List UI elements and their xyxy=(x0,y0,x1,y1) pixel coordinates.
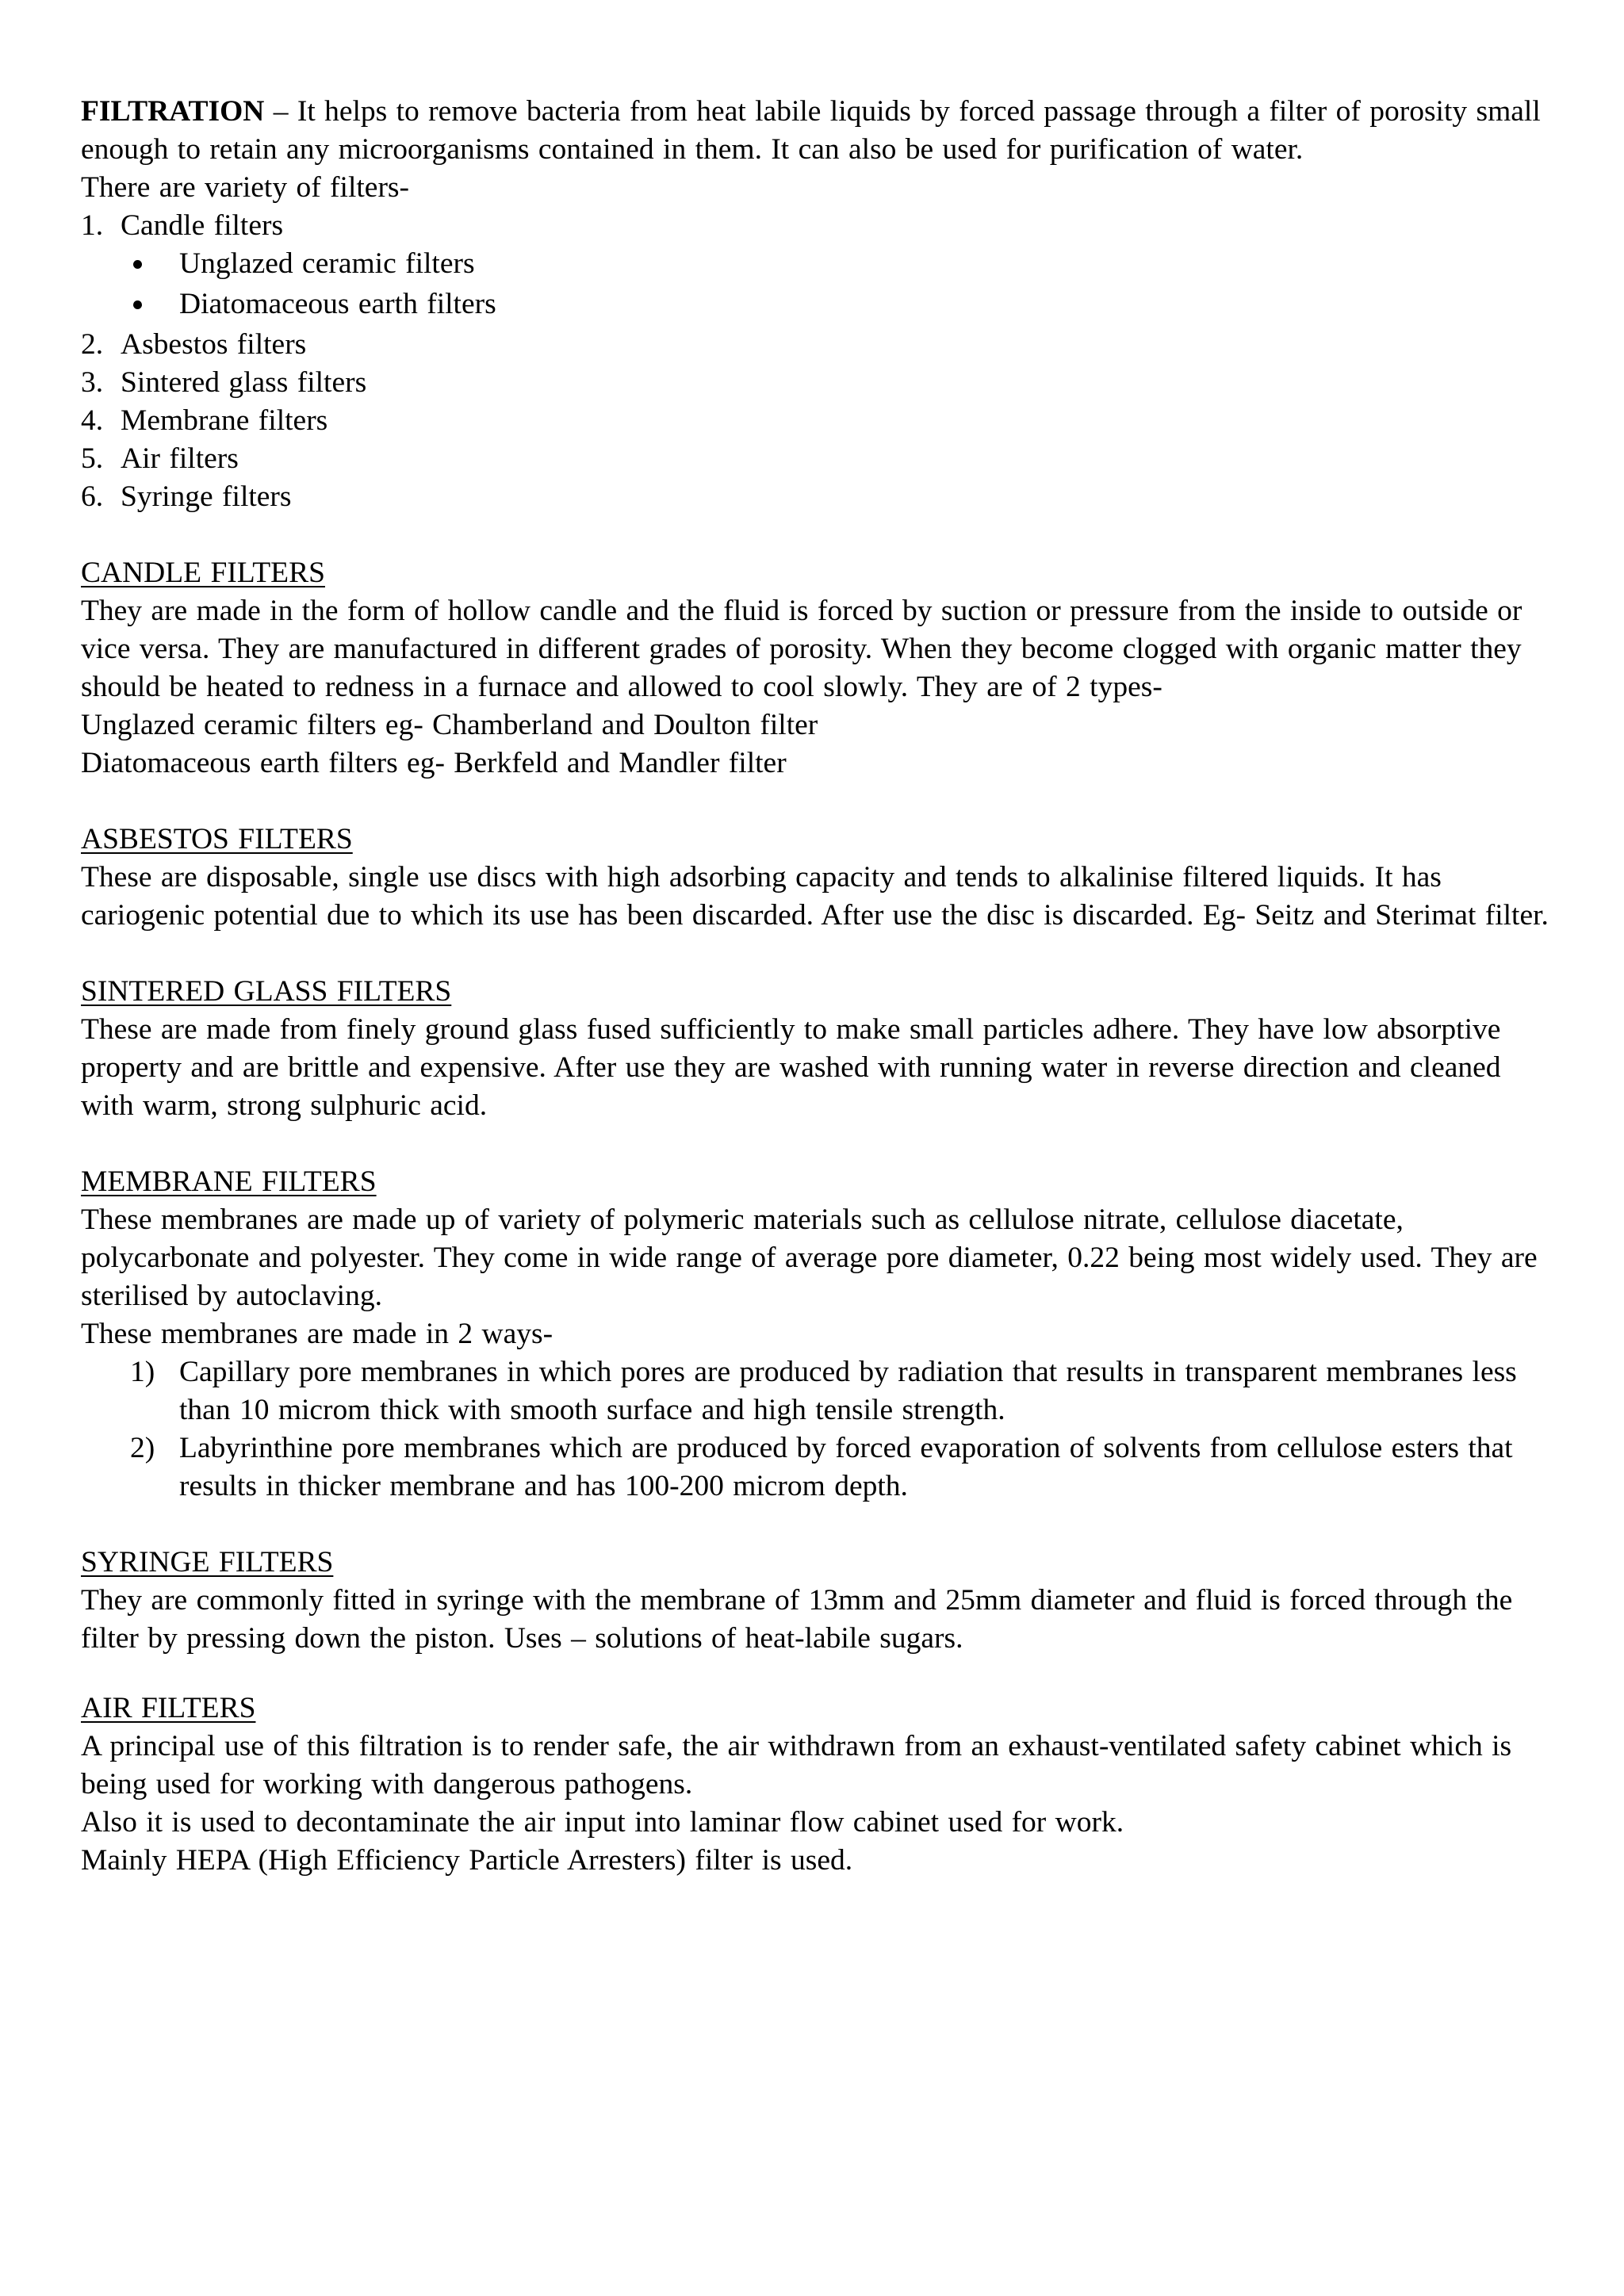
list-number: 1. xyxy=(81,209,104,242)
asbestos-body: These are disposable, single use discs with high adsorbing capacity and tends to alkalinise filtered liquids. It has cariogenic potential due to which its use has been discarded. After use the disc is discarded. Eg- Seitz and Sterimat filter. xyxy=(81,861,1549,932)
candle-heading: CANDLE FILTERS xyxy=(81,557,325,589)
list-item xyxy=(81,402,1556,440)
membrane-ways-intro: These membranes are made in 2 ways- xyxy=(81,1318,553,1350)
list-number: 2. xyxy=(81,328,104,361)
spacer xyxy=(81,1506,1556,1544)
air-heading: AIR FILTERS xyxy=(81,1692,256,1724)
list-label: Labyrinthine pore membranes which are produced by forced evaporation of solvents from cellulose esters that results in thicker membrane and has 100-200 microm depth. xyxy=(179,1432,1513,1502)
air-line-1: A principal use of this filtration is to render safe, the air withdrawn from an exhaust-ventilated safety cabinet which is being used for working with dangerous pathogens. xyxy=(81,1730,1512,1800)
list-label: Membrane filters xyxy=(121,404,328,437)
intro-paragraph xyxy=(81,93,1556,169)
syringe-heading: SYRINGE FILTERS xyxy=(81,1546,334,1578)
intro-text: – It helps to remove bacteria from heat labile liquids by forced passage through a filter of porosity small enough to retain any microorganisms contained in them. It can also be used for purification of water. xyxy=(81,95,1541,166)
list-number: 4. xyxy=(81,404,104,437)
list-label: Air filters xyxy=(121,442,239,475)
list-item xyxy=(81,326,1556,364)
bullet-icon xyxy=(133,260,142,269)
list-item xyxy=(81,285,1556,326)
list-number: 5. xyxy=(81,442,104,475)
list-label: Capillary pore membranes in which pores are produced by radiation that results in transparent membranes less than 10 microm thick with smooth surface and high tensile strength. xyxy=(179,1356,1517,1426)
list-label: Diatomaceous earth filters xyxy=(179,288,496,320)
list-item xyxy=(81,245,1556,285)
filter-list-continued xyxy=(81,326,1556,516)
asbestos-heading: ASBESTOS FILTERS xyxy=(81,823,353,855)
air-line-3: Mainly HEPA (High Efficiency Particle Arresters) filter is used. xyxy=(81,1844,853,1877)
intro-lead: FILTRATION xyxy=(81,95,265,128)
list-number: 2) xyxy=(130,1432,155,1464)
candle-type-1: Unglazed ceramic filters eg- Chamberland and Doulton filter xyxy=(81,709,818,741)
list-number: 3. xyxy=(81,366,104,399)
list-item xyxy=(81,1429,1556,1506)
membrane-ways-list xyxy=(81,1353,1556,1506)
sintered-body: These are made from finely ground glass fused sufficiently to make small particles adhere. They have low absorptive property and are brittle and expensive. After use they are washed with running water in reverse direction and cleaned with warm, strong sulphuric acid. xyxy=(81,1013,1501,1122)
spacer xyxy=(81,935,1556,973)
list-item xyxy=(81,1353,1556,1429)
sintered-heading: SINTERED GLASS FILTERS xyxy=(81,975,452,1008)
candle-body: They are made in the form of hollow candle and the fluid is forced by suction or pressure from the inside to outside or vice versa. They are manufactured in different grades of porosity. When they become clogged with organic matter they should be heated to redness in a furnace and allowed to cool slowly. They are of 2 types- xyxy=(81,595,1522,703)
syringe-body: They are commonly fitted in syringe with the membrane of 13mm and 25mm diameter and fluid is forced through the filter by pressing down the piston. Uses – solutions of heat-labile sugars. xyxy=(81,1584,1513,1655)
spacer xyxy=(81,1125,1556,1163)
list-number: 1) xyxy=(130,1356,155,1388)
list-label: Candle filters xyxy=(121,209,284,242)
list-label: Asbestos filters xyxy=(121,328,307,361)
air-line-2: Also it is used to decontaminate the air input into laminar flow cabinet used for work. xyxy=(81,1806,1124,1839)
list-item xyxy=(81,440,1556,478)
membrane-heading: MEMBRANE FILTERS xyxy=(81,1165,377,1198)
list-label: Unglazed ceramic filters xyxy=(179,247,475,280)
candle-type-2: Diatomaceous earth filters eg- Berkfeld and Mandler filter xyxy=(81,747,787,779)
spacer xyxy=(81,1658,1556,1689)
list-item xyxy=(81,207,1556,245)
list-item xyxy=(81,478,1556,516)
variety-line: There are variety of filters- xyxy=(81,171,410,204)
filter-list xyxy=(81,207,1556,245)
list-number: 6. xyxy=(81,480,104,513)
bullet-icon xyxy=(133,300,142,309)
spacer xyxy=(81,516,1556,554)
list-item xyxy=(81,364,1556,402)
spacer xyxy=(81,783,1556,821)
document-page xyxy=(81,93,1556,1880)
list-label: Syringe filters xyxy=(121,480,292,513)
candle-subtype-list xyxy=(81,245,1556,326)
membrane-body: These membranes are made up of variety of polymeric materials such as cellulose nitrate, cellulose diacetate, polycarbonate and polyester. They come in wide range of average pore diameter, 0.22 being most widely used. They are sterilised by autoclaving. xyxy=(81,1203,1538,1312)
list-label: Sintered glass filters xyxy=(121,366,367,399)
